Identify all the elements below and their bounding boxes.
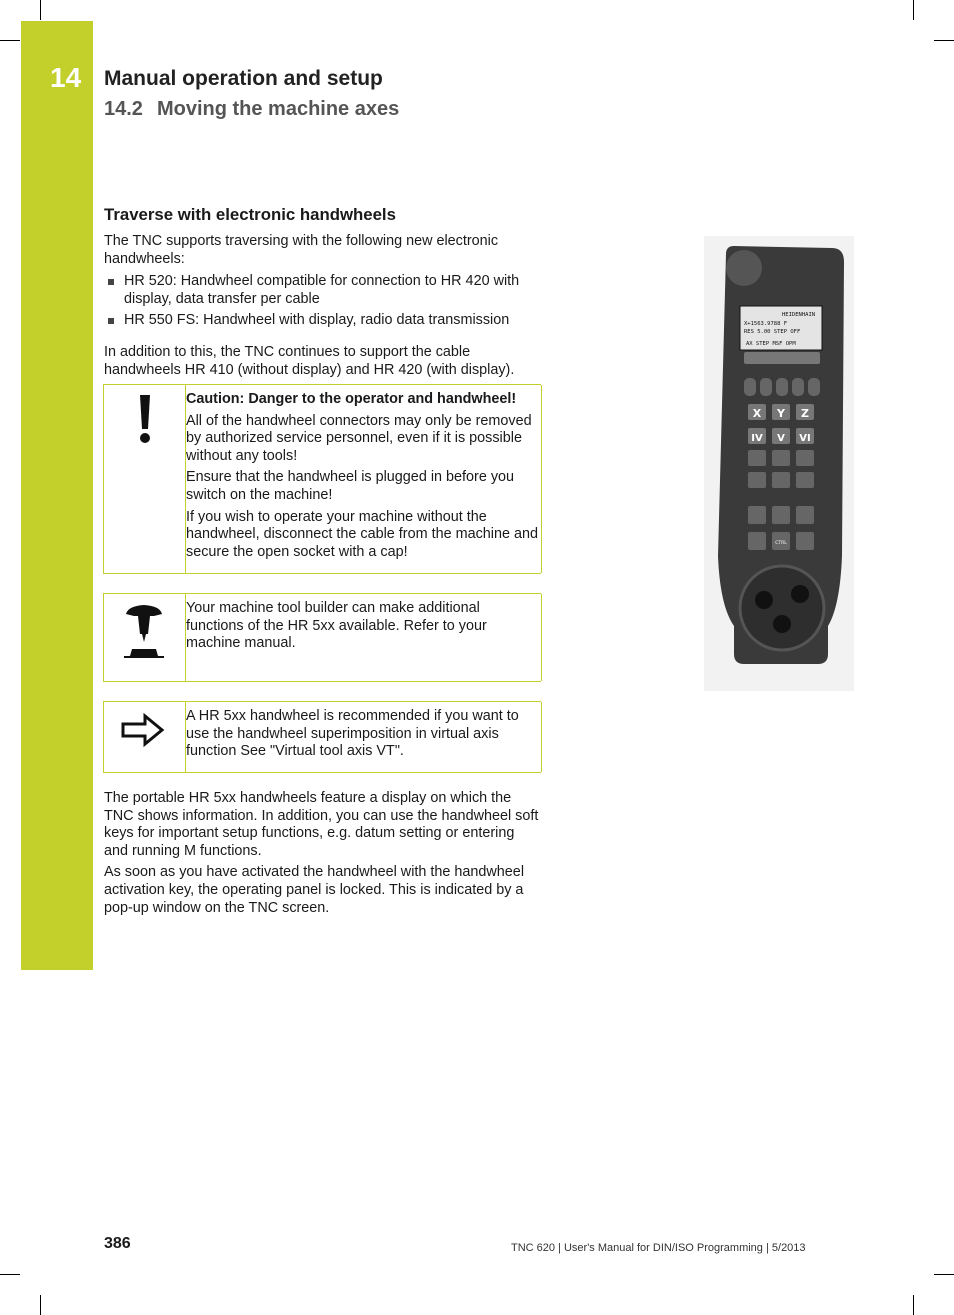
crop-mark bbox=[934, 40, 954, 41]
display-line: RES 5.00 STEP OFF bbox=[744, 329, 801, 335]
handwheel-dial bbox=[740, 566, 824, 650]
machine-tool-icon bbox=[124, 604, 164, 658]
chapter-title: Manual operation and setup bbox=[104, 67, 383, 90]
display-paragraph: The portable HR 5xx handwheels feature a display on which the TNC shows information. In addition, you can use the handwheel soft keys for important setup functions, e.g. datum setting or entering and running M functions. bbox=[104, 790, 539, 859]
tip-note bbox=[103, 701, 541, 773]
caution-icon-cell bbox=[103, 385, 186, 573]
dial-knob bbox=[791, 585, 809, 603]
caution-note bbox=[103, 384, 541, 574]
crop-mark bbox=[40, 1295, 41, 1315]
axis-key-label: V bbox=[777, 433, 785, 444]
arrow-right-icon bbox=[121, 713, 165, 747]
support-paragraph: In addition to this, the TNC continues to support the cable handwheels HR 410 (without display) and HR 420 (with display). bbox=[104, 343, 515, 378]
tip-paragraph: A HR 5xx handwheel is recommended if you want to use the handwheel superimposition in virtual axis function See "Virtual tool axis VT". bbox=[186, 708, 519, 760]
tip-icon-cell bbox=[103, 702, 186, 772]
axis-key-label: Z bbox=[801, 407, 809, 420]
display-brand: HEIDENHAIN bbox=[782, 312, 816, 318]
axis-key-label: X bbox=[752, 407, 762, 420]
caution-text bbox=[186, 391, 538, 565]
chapter-number: 14 bbox=[50, 62, 82, 93]
crop-mark bbox=[913, 0, 914, 20]
machine-icon-cell bbox=[103, 594, 186, 681]
machine-paragraph: Your machine tool builder can make additional functions of the HR 5xx available. Refer to your machine manual. bbox=[186, 600, 487, 652]
body-text bbox=[104, 790, 540, 921]
function-keys bbox=[744, 378, 820, 396]
crop-mark bbox=[40, 0, 41, 20]
handwheel-image bbox=[704, 236, 854, 691]
list-item: HR 520: Handwheel compatible for connection to HR 420 with display, data transfer per cable bbox=[104, 273, 540, 308]
crop-mark bbox=[0, 1274, 20, 1275]
axis-key-label: IV bbox=[751, 433, 763, 444]
handwheel-list bbox=[104, 273, 540, 330]
section-title bbox=[104, 98, 399, 121]
main-content bbox=[104, 205, 540, 384]
ctrl-key-label: CTRL bbox=[775, 541, 787, 546]
section-heading: Traverse with electronic handwheels bbox=[104, 205, 396, 224]
axis-key-label: VI bbox=[799, 433, 811, 444]
dial-knob bbox=[773, 615, 791, 633]
exclamation-icon bbox=[134, 395, 156, 445]
section-title-text: Moving the machine axes bbox=[156, 98, 400, 120]
list-item: HR 550 FS: Handwheel with display, radio data transmission bbox=[104, 312, 540, 330]
dial-knob bbox=[755, 591, 773, 609]
display-line: X+1563.9788 F bbox=[744, 321, 788, 327]
caution-paragraph: Ensure that the handwheel is plugged in before you switch on the machine! bbox=[186, 469, 515, 503]
caution-paragraph: If you wish to operate your machine without the handwheel, disconnect the cable from the machine and secure the open socket with a cap! bbox=[186, 508, 538, 560]
bullet-icon bbox=[108, 318, 114, 324]
display-line: AX STEP MSF OPM bbox=[746, 341, 796, 347]
tip-text bbox=[186, 708, 538, 765]
axis-key-label: Y bbox=[777, 407, 785, 420]
crop-mark bbox=[0, 40, 20, 41]
page-number: 386 bbox=[104, 1235, 131, 1252]
emergency-stop-icon bbox=[726, 250, 762, 286]
softkey-strip bbox=[744, 352, 820, 364]
machine-note bbox=[103, 593, 541, 682]
activation-paragraph: As soon as you have activated the handwheel with the handwheel activation key, the operating panel is locked. This is indicated by a pop-up window on the TNC screen. bbox=[104, 864, 525, 916]
intro-paragraph: The TNC supports traversing with the following new electronic handwheels: bbox=[104, 233, 499, 267]
chapter-sidebar bbox=[21, 21, 93, 970]
crop-mark bbox=[913, 1295, 914, 1315]
caution-paragraph: All of the handwheel connectors may only be removed by authorized service personnel, even if it is possible without any tools! bbox=[186, 412, 532, 464]
bullet-icon bbox=[108, 279, 114, 285]
footer-text: TNC 620 | User's Manual for DIN/ISO Programming | 5/2013 bbox=[511, 1242, 806, 1254]
machine-text bbox=[186, 600, 538, 657]
crop-mark bbox=[934, 1274, 954, 1275]
caution-title: Caution: Danger to the operator and handwheel! bbox=[186, 391, 517, 407]
section-number: 14.2 bbox=[104, 98, 143, 120]
